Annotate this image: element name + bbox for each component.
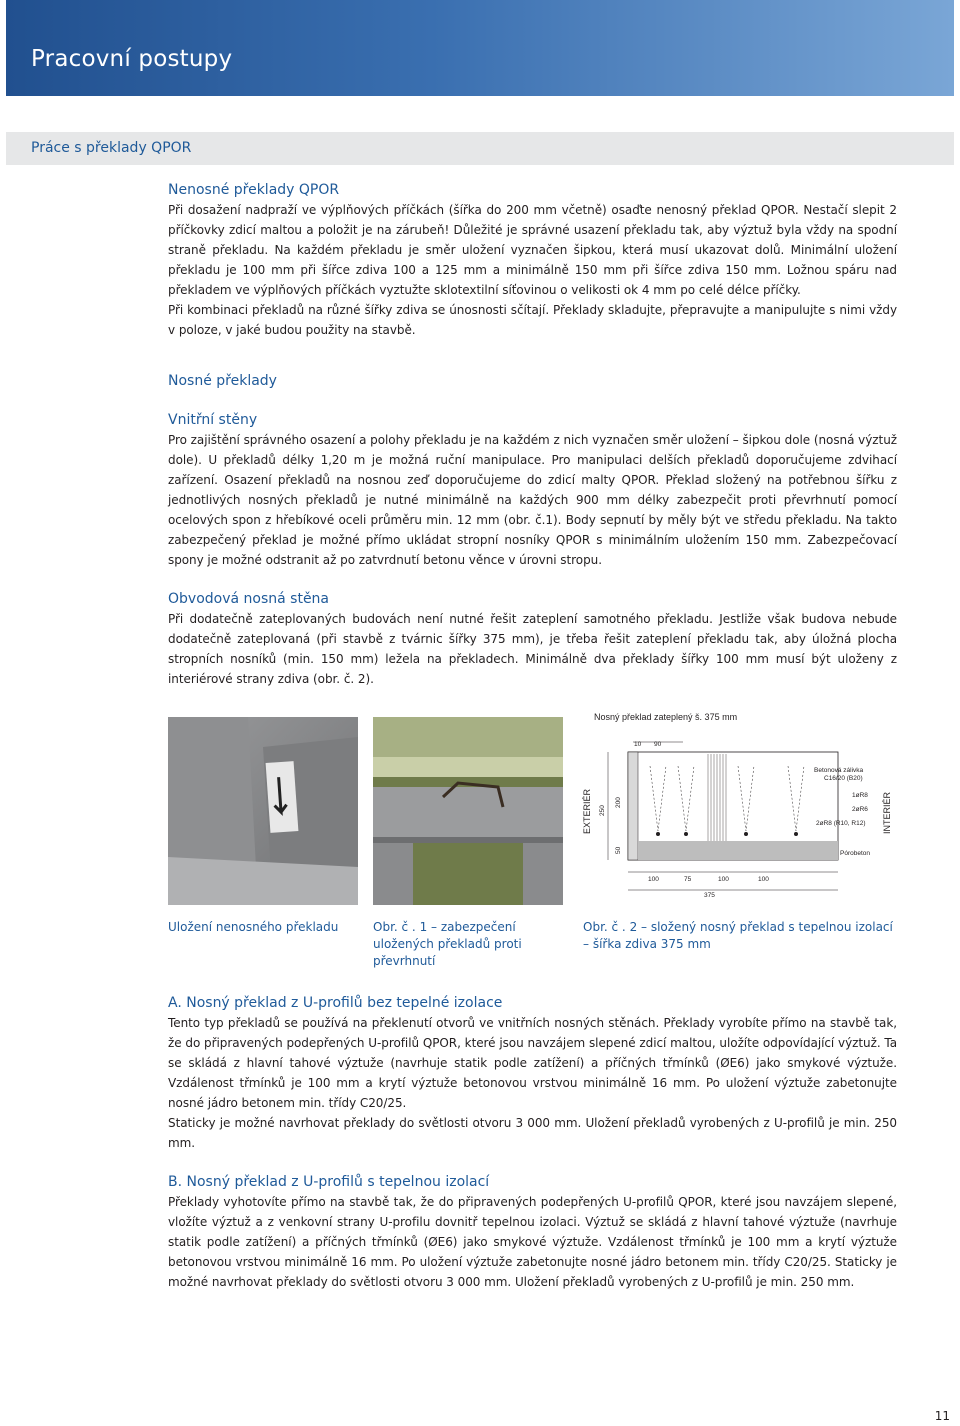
dim-bottom-100b: 100: [718, 876, 729, 883]
dim-200: 200: [615, 797, 622, 808]
photo-lintel-secured: [373, 717, 563, 905]
label-porobeton: Pórobeton: [840, 850, 870, 857]
paragraph-obvodova: Při dodatečně zateplovaných budovách není nutné řešit zateplení samotného překladu. Jestliže však budova nebude dodatečně zateplovaná (při stavbě z tvárnic šířky 375 mm), je třeba řešit zateplení překladu tak, aby úložná plocha stropních nosníků (min. 150 mm) ležela na překladech. Minimálně dva překlady šířky 100 mm musí být uloženy z interiérové strany zdiva (obr. č. 2).: [168, 612, 897, 686]
dim-50: 50: [615, 846, 622, 854]
heading-vnitrni: Vnitřní stěny: [168, 412, 258, 428]
label-1r8: 1øR8: [852, 792, 868, 799]
dim-bottom-75: 75: [684, 876, 692, 883]
bottom-content: [168, 993, 897, 1292]
paragraph-nenosne-1: Při dosažení nadpraží ve výplňových příčkách (šířka do 200 mm včetně) osaďte nenosný překlad QPOR. Nestačí slepit 2 příčkovky zdicí maltou a položit je na zárubeň! Důležité je správné usazení překladu tak, aby výztuž byla vždy na spodní straně překladu. Na každém překladu je směr uložení vyznačen šipkou, která musí ukazovat dolů. Minimální uložení překladu je 100 mm při šířce zdiva 100 a 125 mm a minimálně 150 mm při šířce zdiva 150 mm. Ložnou spáru nad překladem ve výplňových příčkách vyztužte sklotextilní síťovinou o velikosti ok 4 mm po celé délce příčky.: [168, 203, 897, 297]
secured-photo-image: [373, 717, 563, 905]
heading-nosne: Nosné překlady: [168, 373, 277, 389]
section-bar: [6, 132, 954, 165]
caption-photo-1: Uložení nenosného překladu: [168, 920, 339, 934]
page-number: 11: [934, 1409, 950, 1423]
drawing-title: Nosný překlad zateplený š. 375 mm: [594, 712, 738, 722]
dim-total-375: 375: [704, 892, 715, 899]
caption-drawing: Obr. č . 2 – složený nosný překlad s tepelnou izolací – šířka zdiva 375 mm: [583, 920, 893, 951]
heading-obvodova: Obvodová nosná stěna: [168, 591, 330, 607]
dim-250: 250: [599, 805, 606, 816]
dim-10: 10: [634, 741, 642, 748]
lintel-photo-image: [168, 717, 358, 905]
paragraph-a-1: Tento typ překladů se používá na překlenutí otvorů ve vnitřních nosných stěnách. Překlady vyrobíte přímo na stavbě tak, že do připravených podepřených U-profilů QPOR, které jsou navzájem slepené zdicí maltou, uložíte odpovídající výztuž. Ta se skládá z hlavní tahové výztuže (navrhuje statik podle zatížení) a příčných třmínků (ØE6) jako smykové výztuže. Vzdálenost třmínků je 100 mm a krytí výztuže betonovou vrstvou minimálně 16 mm. Po uložení výztuže zabetonujte nosné jádro betonem min. třídy C20/25.: [168, 1016, 897, 1110]
paragraph-a-2: Staticky je možné navrhovat překlady do světlosti otvoru 3 000 mm. Uložení překladů vyrobených z U-profilů je min. 250 mm.: [168, 1116, 897, 1150]
label-interior: INTERIÉR: [882, 791, 892, 834]
label-zalivka: Betonová zálivka: [814, 767, 864, 774]
paragraph-nenosne-2: Při kombinaci překladů na různé šířky zdiva se únosnosti sčítají. Překlady skladujte, přepravujte a manipulujte s nimi vždy v poloze, v jaké budou použity na stavbě.: [168, 303, 897, 337]
caption-photo-2: Obr. č . 1 – zabezpečení uložených překladů proti převrhnutí: [373, 920, 522, 968]
dim-bottom-100c: 100: [758, 876, 769, 883]
paragraph-b: Překlady vyhotovíte přímo na stavbě tak, že do připravených podepřených U-profilů QPOR, které jsou navzájem slepené, vložíte výztuž a z venkovní strany U-profilu dovnitř tepelnou izolaci. Výztuž se skládá z hlavní tahové výztuže (navrhuje statik podle zatížení) a příčných třmínků (ØE6) jako smykové výztuže. Vzdálenost třmínků je 100 mm a krytí výztuže betonovou vrstvou minimálně 16 mm. Po uložení výztuže zabetonujte nosné jádro betonem min. třídy C20/25. Staticky je možné navrhovat překlady do světlosti otvoru 3 000 mm. Uložení překladů vyrobených z U-profilů je min. 250 mm.: [168, 1195, 897, 1289]
label-2r8: 2øR8 (R10, R12): [816, 820, 866, 827]
page-header: [6, 0, 954, 96]
lintel-cross-section-drawing: [578, 706, 908, 906]
page-title: Pracovní postupy: [31, 46, 233, 72]
dim-bottom-100a: 100: [648, 876, 659, 883]
heading-b: B. Nosný překlad z U-profilů s tepelnou izolací: [168, 1174, 490, 1190]
paragraph-vnitrni: Pro zajištění správného osazení a polohy překladu je na každém z nich vyznačen směr uložení – šipkou dole (nosná výztuž dole). U překladů délky 1,20 m je možná ruční manipulace. Pro manipulaci delších překladů doporučujeme zdvihací zařízení. Osazení překladů na nosnou zeď doporučujeme do zdicí malty QPOR. Překlad složený na potřebnou šířku z jednotlivých nosných překladů je nutné minimálně na každých 900 mm délky zabezpečit proti převrhnutí pomocí ocelových spon z hřebíkové oceli průměru min. 12 mm (obr. č.1). Body sepnutí by měly být ve středu překladu. Na takto zabezpečený překlad je možné přímo ukládat stropní nosníky QPOR s minimálním uložením 150 mm. Zabezpečovací spony je možné odstranit až po zatvrdnutí betonu věnce v úrovni stropu.: [168, 433, 897, 567]
heading-a: A. Nosný překlad z U-profilů bez tepelné izolace: [168, 995, 503, 1011]
dim-90: 90: [654, 741, 662, 748]
heading-nenosne: Nenosné překlady QPOR: [168, 182, 340, 198]
label-beton-class: C16/20 (B20): [824, 775, 863, 782]
label-2r6: 2øR6: [852, 806, 868, 813]
label-exterior: EXTERIÉR: [582, 788, 592, 834]
section-title: Práce s překlady QPOR: [31, 140, 192, 156]
photo-lintel-placement: [168, 717, 358, 905]
main-content: [168, 180, 897, 689]
